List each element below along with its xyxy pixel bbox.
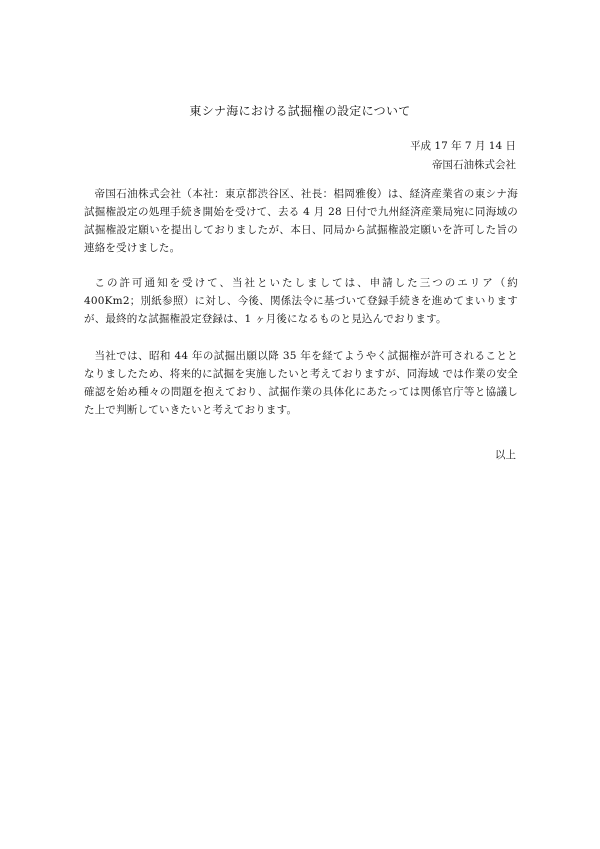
document-closing: 以上 [495,449,516,461]
document-meta [410,137,516,175]
document-body [84,185,518,436]
paragraph-3: 当社では、昭和 44 年の試掘出願以降 35 年を経てようやく試掘権が許可されることとなりましたため、将来的に試掘を実施したいと考えておりますが、同海域 では作業の安全確認を始め種々の問題を抱えており、試掘作業の具体化にあたっては関係官庁等と協議した上で判断していきたいと考えております。 [84,350,518,416]
paragraph-2: この許可通知を受けて、当社といたしましては、申請した三つのエリア（約 400Km2；別紙参照）に対し、今後、関係法令に基づいて登録手続きを進めてまいりますが、最終的な試掘権設定登録は、1 ヶ月後になるものと見込んでおります。 [84,277,518,325]
document-title: 東シナ海における試掘権の設定について [189,104,411,118]
paragraph-1: 帝国石油株式会社（本社：東京都渋谷区、社長：椙岡雅俊）は、経済産業省の東シナ海試掘権設定の処理手続き開始を受けて、去る 4 月 28 日付で九州経済産業局宛に同海域の試掘権設定願いを提出しておりましたが、本日、同局から試掘権設定願いを許可した旨の連絡を受けました。 [84,188,518,254]
document-issuer: 帝国石油株式会社 [432,159,516,171]
document-date: 平成 17 年 7 月 14 日 [410,140,516,152]
